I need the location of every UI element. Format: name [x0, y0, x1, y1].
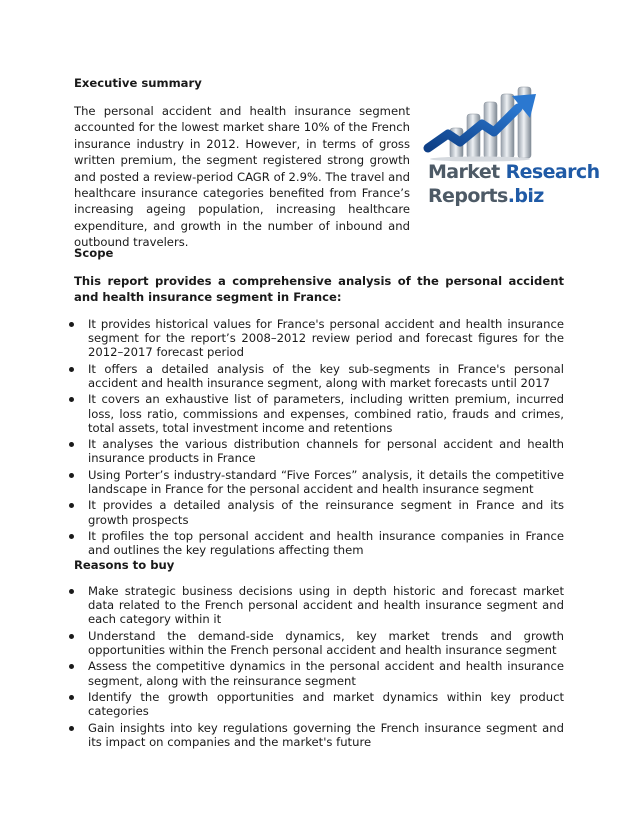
reasons-bullet-item: Understand the demand-side dynamics, key market trends and growth opportunities within the French personal accident and health insurance segment [60, 629, 564, 657]
scope-bullet-item: It covers an exhaustive list of parameters, including written premium, incurred loss, loss ratio, commissions and expenses, combined ratio, frauds and crimes, total assets, total investment income and retentions [60, 392, 564, 435]
scope-intro: This report provides a comprehensive analysis of the personal accident and health insurance segment in France: [74, 274, 564, 305]
scope-bullet-item: It profiles the top personal accident and health insurance companies in France and outlines the key regulations affecting them [60, 529, 564, 557]
rising-bar-chart-icon [420, 84, 568, 162]
logo-text-line-1 [428, 162, 600, 182]
logo-word-research: Research [505, 161, 600, 183]
logo-word-market: Market [428, 161, 500, 183]
executive-summary-heading: Executive summary [74, 76, 202, 90]
logo-text-line-2 [428, 186, 544, 206]
reasons-bullet-item: Identify the growth opportunities and market dynamics within key product categories [60, 690, 564, 718]
reasons-bullet-item: Make strategic business decisions using in depth historic and forecast market data related to the French personal accident and health insurance segment and each category within it [60, 584, 564, 627]
scope-bullet-item: It provides a detailed analysis of the reinsurance segment in France and its growth prospects [60, 498, 564, 526]
scope-heading: Scope [74, 246, 114, 260]
reasons-bullet-item: Assess the competitive dynamics in the personal accident and health insurance segment, along with the reinsurance segment [60, 659, 564, 687]
scope-bullet-item: It provides historical values for France's personal accident and health insurance segment for the report’s 2008–2012 review period and forecast figures for the 2012–2017 forecast period [60, 317, 564, 360]
logo-word-biz: .biz [507, 185, 544, 207]
logo-word-reports: Reports [428, 185, 508, 207]
reasons-heading: Reasons to buy [74, 558, 175, 572]
executive-summary-body: The personal accident and health insurance segment accounted for the lowest market share 10% of the French insurance industry in 2012. However, in terms of gross written premium, the segment registered strong growth and posted a review-period CAGR of 2.9%. The travel and healthcare insurance categories benefited from France’s increasing ageing population, increasing healthcare expenditure, and growth in the number of inbound and outbound travelers. [74, 104, 410, 250]
scope-bullet-item: It offers a detailed analysis of the key sub-segments in France's personal accident and health insurance segment, along with market forecasts until 2017 [60, 362, 564, 390]
reasons-bullet-item: Gain insights into key regulations governing the French insurance segment and its impact on companies and the market's future [60, 721, 564, 749]
scope-bullet-item: Using Porter’s industry-standard “Five Forces” analysis, it details the competitive landscape in France for the personal accident and health insurance segment [60, 468, 564, 496]
scope-bullet-item: It analyses the various distribution channels for personal accident and health insurance products in France [60, 437, 564, 465]
market-research-reports-logo [420, 84, 600, 214]
reasons-bullet-list [60, 584, 564, 751]
scope-bullet-list [60, 317, 564, 560]
